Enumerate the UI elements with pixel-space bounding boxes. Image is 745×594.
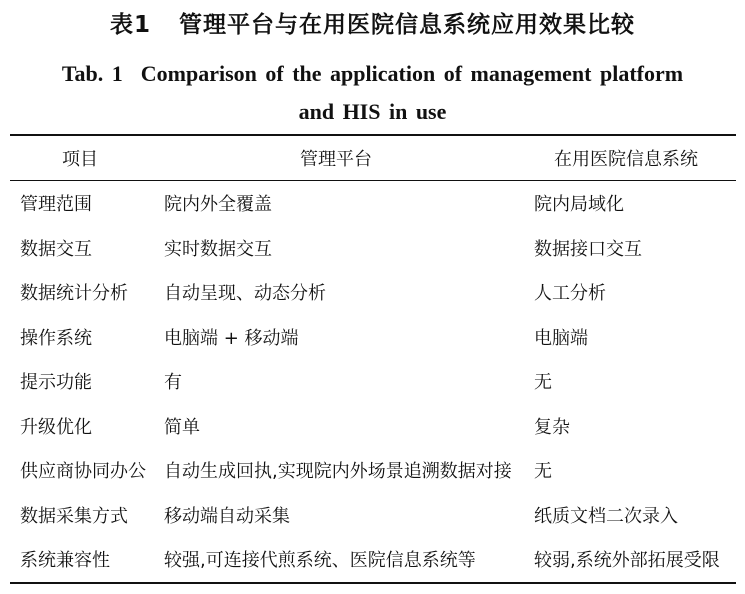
cell-platform: 实时数据交互 — [164, 238, 272, 260]
table-header-row — [10, 135, 736, 181]
cell-his: 无 — [534, 372, 552, 394]
table-row — [10, 448, 736, 493]
cell-his: 纸质文档二次录入 — [534, 505, 678, 527]
cell-platform: 有 — [164, 372, 182, 394]
cell-his: 较弱,系统外部拓展受限 — [534, 550, 720, 572]
table-title-en-line1 — [0, 55, 745, 93]
cell-his: 无 — [534, 461, 552, 483]
cell-platform: 移动端自动采集 — [164, 505, 290, 527]
cell-his: 电脑端 — [534, 327, 588, 349]
table-number-en: Tab. 1 — [61, 61, 123, 86]
cell-item: 供应商协同办公 — [20, 461, 146, 483]
table-number-cn: 表1 — [109, 12, 151, 38]
cell-item: 管理范围 — [20, 194, 92, 216]
cell-item: 提示功能 — [20, 372, 92, 394]
cell-platform: 电脑端 + 移动端 — [164, 327, 299, 349]
cell-platform: 简单 — [164, 416, 200, 438]
cell-item: 数据统计分析 — [20, 283, 128, 305]
cell-his: 人工分析 — [534, 283, 606, 305]
header-his-in-use: 在用医院信息系统 — [554, 149, 698, 170]
table-row — [10, 181, 736, 226]
table-row — [10, 315, 736, 360]
table-row — [10, 359, 736, 404]
cell-his: 院内局域化 — [534, 194, 624, 216]
table-row — [10, 404, 736, 449]
cell-item: 数据采集方式 — [20, 505, 128, 527]
table-title-en — [0, 55, 745, 131]
comparison-table — [10, 134, 736, 584]
cell-platform: 自动呈现、动态分析 — [164, 283, 326, 305]
cell-platform: 较强,可连接代煎系统、医院信息系统等 — [164, 550, 476, 572]
table-title-en-text-line1: Comparison of the application of management platform — [140, 61, 684, 86]
cell-item: 操作系统 — [20, 327, 92, 349]
table-title-cn-text: 管理平台与在用医院信息系统应用效果比较 — [179, 12, 635, 38]
cell-platform: 院内外全覆盖 — [164, 194, 272, 216]
cell-platform: 自动生成回执,实现院内外场景追溯数据对接 — [164, 461, 512, 483]
table-row — [10, 270, 736, 315]
cell-his: 复杂 — [534, 416, 570, 438]
cell-item: 升级优化 — [20, 416, 92, 438]
table-title-en-text-line2: and HIS in use — [298, 99, 447, 124]
cell-item: 系统兼容性 — [20, 550, 110, 572]
table-row — [10, 493, 736, 538]
header-item: 项目 — [62, 149, 98, 170]
table-row — [10, 226, 736, 271]
cell-his: 数据接口交互 — [534, 238, 642, 260]
table-title-cn — [0, 6, 745, 39]
header-management-platform: 管理平台 — [300, 149, 372, 170]
cell-item: 数据交互 — [20, 238, 92, 260]
table-row — [10, 537, 736, 583]
